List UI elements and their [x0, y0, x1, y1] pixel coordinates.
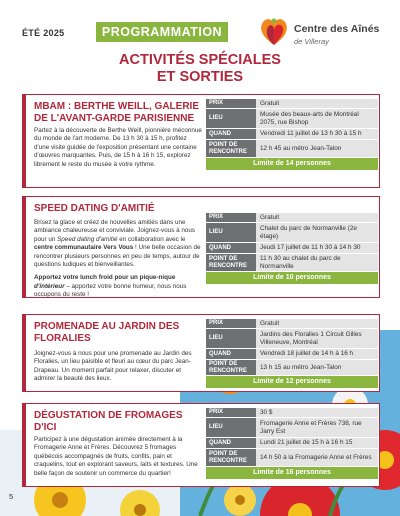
when-value: Lundi 21 juillet de 15 h à 16 h 15: [256, 438, 378, 448]
event-info-table: [206, 408, 378, 479]
location-label: LIEU: [206, 329, 256, 348]
season-label: ÉTÉ 2025: [22, 28, 65, 38]
event-title: PROMENADE AU JARDIN DES FLORALIES: [34, 321, 180, 344]
event-description: Participez à une dégustation animée directement à la Fromagerie Anne et Frères. Découvrez 5 fromages québécois accompagnés de fruits, confits, pain et craquelins, tout en explorant saveurs, laits et textures. Une belle façon de soutenir un commerce du quartier!: [34, 436, 198, 477]
meeting-point-value: 13 h 15 au métro Jean-Talon: [256, 360, 378, 375]
location-value: Chalet du parc de Normanville (2e étage): [256, 223, 378, 242]
logo-heart-icon: [258, 14, 290, 48]
when-label: QUAND: [206, 129, 256, 139]
price-label: PRIX: [206, 99, 256, 108]
event-description: Brisez la glace et créez de nouvelles amitiés dans une ambiance chaleureuse et conviviale. Joignez-vous à nous pour un Speed dating d'amitié en collaboration avec le centre communautaire Vers Vous ! Une belle occasion de rencontrer plusieurs personnes en peu de temps, autour de questions ludiques et bienveillantes. Apportez votre lunch froid pour un pique-nique d'intérieur – apportez votre bonne humeur, nous nous occupons du reste !: [34, 219, 201, 299]
location-value: Musée des beaux-arts de Montréal 2075, rue Bishop: [256, 109, 378, 128]
event-description: Joignez-vous à nous pour une promenade au Jardin des Floralies, un lieu paisible et fleuri au cœur du parc Jean-Drapeau. Un moment parfait pour relaxer, discuter et admirer la beauté des lieux.: [34, 350, 192, 383]
location-label: LIEU: [206, 223, 256, 242]
when-label: QUAND: [206, 349, 256, 359]
event-title: DÉGUSTATION DE FROMAGES D'ICI: [34, 410, 183, 433]
event-title: SPEED DATING D'AMITIÉ: [34, 203, 155, 214]
event-card-mbam: [22, 94, 380, 188]
capacity-limit: Limite de 12 personnes: [206, 376, 378, 388]
price-value: Gratuit: [256, 319, 378, 328]
price-label: PRIX: [206, 319, 256, 328]
location-value: Fromagerie Anne et Frères 738, rue Jarry Est: [256, 418, 378, 437]
event-info-table: [206, 213, 378, 284]
price-value: 30 $: [256, 408, 378, 417]
event-info-table: [206, 319, 378, 388]
page-title: [0, 52, 400, 86]
location-label: LIEU: [206, 418, 256, 437]
when-value: Vendredi 18 juillet de 14 h à 16 h: [256, 349, 378, 359]
capacity-limit: Limite de 16 personnes: [206, 467, 378, 479]
when-label: QUAND: [206, 438, 256, 448]
event-card-floralies: [22, 314, 380, 392]
meeting-point-label: POINT DE RENCONTRE: [206, 449, 256, 466]
logo-name: Centre des Aînés: [294, 23, 380, 35]
event-card-speed-dating: [22, 196, 380, 298]
when-value: Jeudi 17 juillet de 11 h 30 à 14 h 30: [256, 243, 378, 253]
location-label: LIEU: [206, 109, 256, 128]
meeting-point-value: 14 h 50 à la Fromagerie Anne et Frères: [256, 449, 378, 466]
when-label: QUAND: [206, 243, 256, 253]
event-info-table: [206, 99, 378, 170]
event-card-fromages: [22, 403, 380, 487]
logo-subtitle: de Villeray: [294, 37, 329, 46]
logo: [258, 14, 388, 48]
meeting-point-label: POINT DE RENCONTRE: [206, 140, 256, 157]
flower-yellow-3: [224, 484, 256, 516]
section-badge: PROGRAMMATION: [96, 22, 228, 42]
price-value: Gratuit: [256, 99, 378, 108]
price-value: Gratuit: [256, 213, 378, 222]
meeting-point-value: 12 h 45 au métro Jean-Talon: [256, 140, 378, 157]
price-label: PRIX: [206, 408, 256, 417]
page-title-line-1: ACTIVITÉS SPÉCIALES: [119, 52, 281, 68]
capacity-limit: Limite de 10 personnes: [206, 272, 378, 284]
event-description: Partez à la découverte de Berthe Weill, pionnière méconnue du monde de l'art moderne. De 13 h 30 à 15 h, profitez d'une visite guidée de l'exposition présentant une centaine d'œuvres marquantes. Puis, de 15 h à 16 h 15, explorez librement le reste du musée à votre rythme.: [34, 127, 202, 168]
meeting-point-label: POINT DE RENCONTRE: [206, 360, 256, 375]
location-value: Jardins des Floralies 1 Circuit Gilles Villeneuve, Montréal: [256, 329, 378, 348]
when-value: Vendredi 11 juillet de 13 h 30 à 15 h: [256, 129, 378, 139]
price-label: PRIX: [206, 213, 256, 222]
page-number: 5: [9, 492, 14, 501]
capacity-limit: Limite de 14 personnes: [206, 158, 378, 170]
meeting-point-label: POINT DE RENCONTRE: [206, 254, 256, 271]
page-title-line-2: ET SORTIES: [156, 69, 244, 85]
meeting-point-value: 11 h 30 au chalet du parc de Normanville: [256, 254, 378, 271]
event-title: MBAM : BERTHE WEILL, GALERIE DE L'AVANT-GARDE PARISIENNE: [34, 101, 199, 124]
